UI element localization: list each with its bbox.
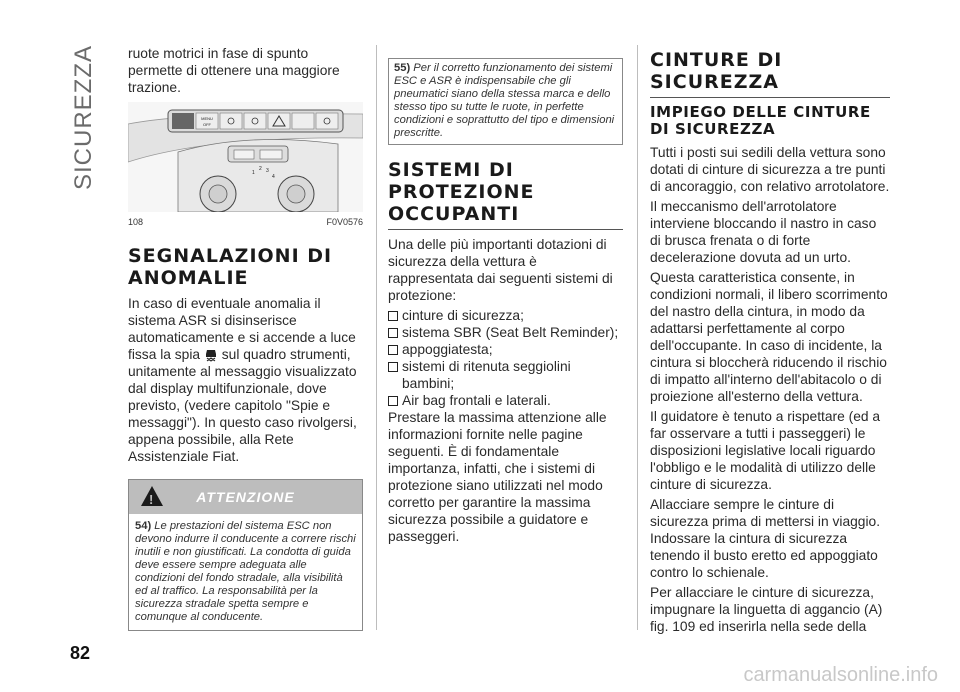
intro-paragraph: ruote motrici in fase di spunto permette di ottenere una maggiore trazione. [128, 46, 340, 95]
figure-dashboard-panel [128, 102, 363, 212]
dashboard-panel-illustration [128, 102, 363, 212]
warning-box [128, 479, 363, 631]
asr-warning-lamp-icon [204, 348, 218, 362]
body-paragraph: Questa caratteristica consente, in condizioni normali, il libero scorrimento del nastro della cintura, in modo da adattarsi perfettamente al corpo dell'occupante. In caso di incidente, la cintura si bloccherà riducendo il rischio di impatto all'interno dell'abitacolo o di proiezione all'esterno della vettura. [650, 270, 888, 404]
list-item: Air bag frontali e laterali. [388, 392, 623, 409]
panel-label-2: 2 [259, 166, 262, 172]
panel-label-3: 3 [266, 168, 269, 174]
intro-paragraph: Una delle più importanti dotazioni di sicurezza della vettura è rappresentata dai seguenti sistemi di protezione: [388, 237, 613, 303]
list-item: appoggiatesta; [388, 341, 623, 358]
warning-header [129, 480, 362, 514]
subsection-heading-impiego: IMPIEGO DELLE CINTURE DI SICUREZZA [650, 103, 871, 138]
note-box: 55) Per il corretto funzionamento dei sistemi ESC e ASR è indispensabile che gli pneumatici siano della stessa marca e dello stesso tipo su tutte le ruote, in perfette condizioni e soprattutto del tipo e dimensioni prescritte. [388, 58, 623, 145]
panel-label-4: 4 [272, 174, 275, 180]
warning-title: ATTENZIONE [196, 489, 295, 505]
watermark: carmanualsonline.info [743, 664, 938, 686]
closing-paragraph: Prestare la massima attenzione alle informazioni fornite nelle pagine seguenti. È di fondamentale importanza, infatti, che i sistemi di protezione siano utilizzati nel modo corretto per garantire la massima sicurezza possibile a guidatore e passeggeri. [388, 410, 607, 544]
page-number: 82 [70, 643, 91, 663]
column-separator [376, 45, 377, 630]
body-paragraph: Allacciare sempre le cinture di sicurezza prima di mettersi in viaggio. Indossare la cintura di sicurezza tenendo il busto eretto ed appoggiato contro lo schienale. [650, 497, 881, 580]
list-item: sistema SBR (Seat Belt Reminder); [388, 324, 623, 341]
warning-text: 54) Le prestazioni del sistema ESC non devono indurre il conducente a correre rischi inutili e non giustificati. La condotta di guida deve essere sempre adeguata alle condizioni del fondo stradale, alla visibilità ed al traffico. La responsabilità per la sicurezza stradale spetta sempre e comunque al conducente. [135, 520, 356, 623]
section-side-label: SICUREZZA [70, 44, 97, 190]
panel-label-menu: MENU [201, 116, 213, 121]
column-2 [388, 45, 623, 548]
section-heading-anomalie: SEGNALAZIONI DI ANOMALIE [128, 245, 333, 289]
figure-code: F0V0576 [326, 217, 363, 227]
column-3 [650, 45, 890, 638]
section-heading-cinture: CINTURE DI SICUREZZA [650, 49, 890, 98]
section-heading-protezione: SISTEMI DI PROTEZIONE OCCUPANTI [388, 159, 623, 230]
body-paragraph: Il meccanismo dell'arrotolatore interviene bloccando il nastro in caso di brusca frenata o di forte decelerazione dovuta ad un urto. [650, 199, 877, 265]
body-paragraph: Per allacciare le cinture di sicurezza, impugnare la linguetta di aggancio (A) fig. 109 ed inserirla nella sede della [650, 585, 883, 634]
list-item: cinture di sicurezza; [388, 307, 623, 324]
figure-caption [128, 214, 363, 231]
column-separator [637, 45, 638, 630]
protection-systems-list [388, 307, 623, 409]
column-1 [128, 45, 363, 631]
list-item: sistemi di ritenuta seggiolini bambini; [388, 358, 623, 392]
body-paragraph: Tutti i posti sui sedili della vettura sono dotati di cinture di sicurezza a tre punti di ancoraggio, con relativo arrotolatore. [650, 145, 890, 194]
body-paragraph: In caso di eventuale anomalia il sistema ASR si disinserisce automaticamente e si accende a luce fissa la spia sul quadro strumenti, unitamente al messaggio visualizzato dal display multifunzionale, dove previsto, (vedere capitolo "Spie e messaggi"). In questo caso rivolgersi, appena possibile, alla Rete Assistenziale Fiat. [128, 296, 357, 464]
panel-label-off: OFF [203, 122, 211, 127]
body-paragraph: Il guidatore è tenuto a rispettare (ed a far osservare a tutti i passeggeri) le disposizioni legislative locali riguardo l'obbligo e le modalità di utilizzo delle cinture di sicurezza. [650, 409, 881, 492]
panel-label-1: 1 [252, 170, 255, 176]
figure-number: 108 [128, 217, 144, 227]
